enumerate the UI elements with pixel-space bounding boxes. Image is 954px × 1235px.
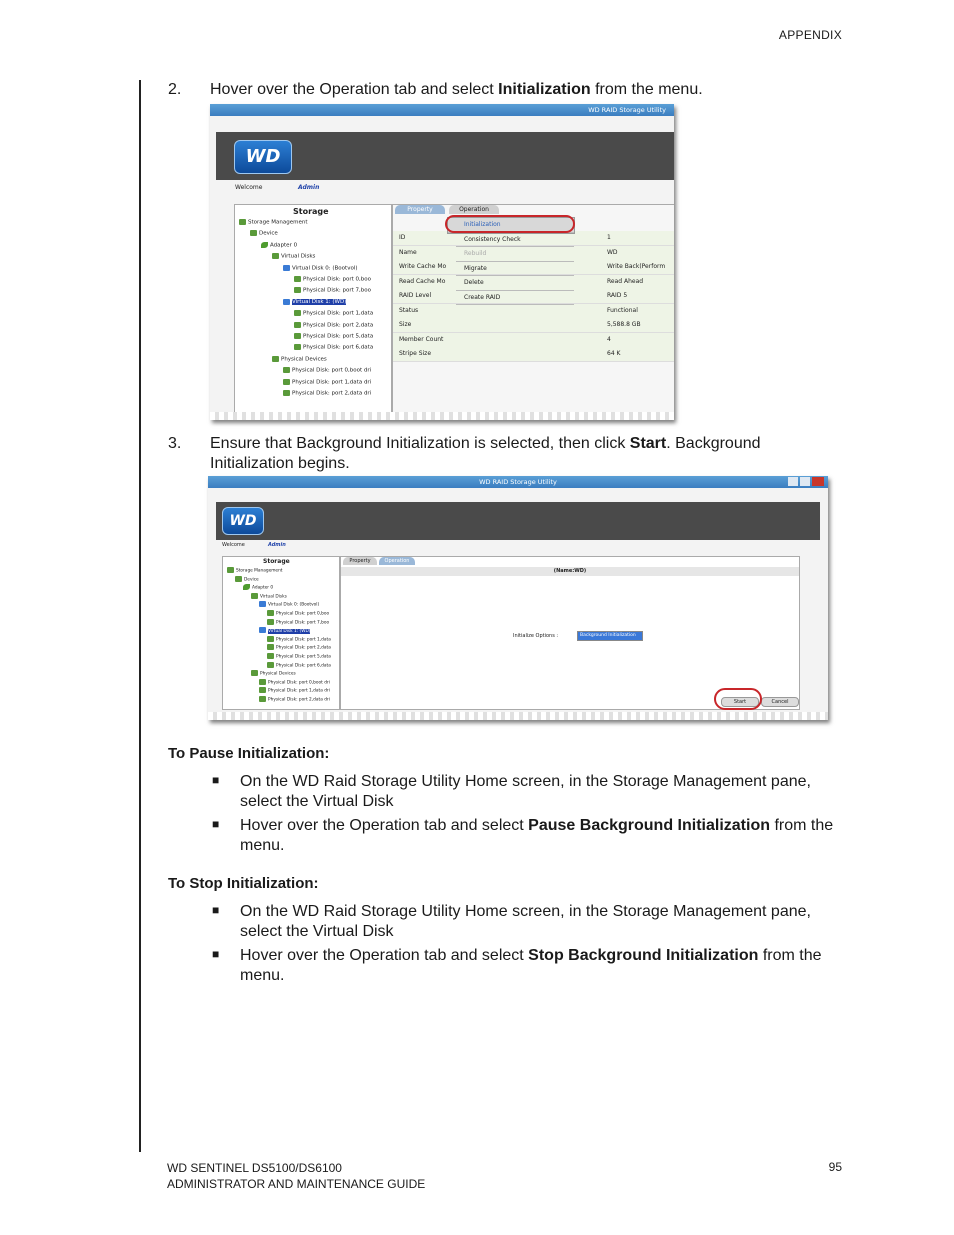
stop-bullet-2-bold: Stop Background Initialization (528, 947, 759, 964)
step-3-text (210, 434, 810, 474)
tree-item-label: Adapter 0 (270, 242, 298, 249)
tree-item[interactable] (251, 593, 287, 600)
disk-icon (294, 287, 301, 293)
pause-bullet-1: On the WD Raid Storage Utility Home screen, in the Storage Management pane, select the Virtual Disk (240, 773, 811, 810)
highlight-ring (445, 215, 575, 233)
tree-item[interactable] (272, 253, 315, 260)
bullet-icon: ■ (212, 817, 220, 831)
property-row (393, 347, 674, 362)
tree-item-label: Physical Disk: port 2,data dri (292, 390, 372, 397)
welcome-label: Welcome (222, 542, 245, 548)
step-2-text (210, 80, 810, 100)
tree-item-label: Physical Devices (281, 356, 327, 363)
screenshot-operation-menu (210, 104, 674, 420)
property-panel (392, 204, 674, 416)
tree-item-label: Physical Disk: port 1,data dri (292, 379, 372, 386)
tree-item-label: Physical Devices (260, 671, 296, 677)
storage-tree-panel (222, 556, 340, 710)
tree-item-label: Physical Disk: port 0,boo (276, 611, 330, 617)
storage-panel-title: Storage (263, 558, 290, 565)
highlight-ring (714, 688, 762, 710)
virtual-disk-name: (Name:WD) (341, 567, 799, 576)
pause-bullet-2-start: Hover over the Operation tab and select (240, 817, 529, 834)
property-label: Write Cache Mo (399, 263, 447, 270)
stop-bullet-1: On the WD Raid Storage Utility Home screen, in the Storage Management pane, select the Virtual Disk (240, 903, 811, 940)
tree-item[interactable] (283, 367, 371, 374)
storage-panel-title: Storage (293, 207, 329, 216)
init-options-select[interactable]: Background Initialization (577, 631, 643, 641)
property-value: 4 (607, 335, 611, 343)
property-label: Name (399, 248, 417, 256)
stop-heading-text: To Stop Initialization: (168, 875, 319, 892)
tree-item[interactable] (294, 333, 373, 340)
tree-item-label: Storage Management (236, 568, 283, 574)
tree-item[interactable] (259, 601, 319, 608)
tree-item-label: Virtual Disk 1: (WD) (268, 628, 311, 634)
tree-item-label: Physical Disk: port 5,data (303, 333, 374, 340)
torn-edge (210, 412, 674, 420)
property-label: Status (399, 306, 419, 314)
property-value: 1 (607, 234, 611, 241)
tree-item[interactable] (267, 619, 329, 626)
disk-icon (267, 610, 274, 616)
tree-item-label: Physical Disk: port 5,data (276, 654, 331, 660)
tree-item[interactable] (267, 644, 331, 651)
virtual-disk-icon (283, 265, 290, 271)
cancel-button[interactable]: Cancel (761, 697, 799, 707)
stop-heading (168, 875, 319, 892)
tree-item-label: Physical Disk: port 6,data (303, 344, 374, 351)
disk-icon (251, 670, 258, 676)
tree-item[interactable] (294, 344, 373, 351)
property-row (393, 304, 674, 319)
property-value: Read Ahead (607, 277, 644, 285)
tree-item-label: Physical Disk: port 0,boot dri (268, 680, 330, 686)
tree-item[interactable] (259, 696, 330, 703)
pause-heading (168, 745, 329, 762)
tree-item-label: Physical Disk: port 7,boo (303, 287, 372, 294)
disk-icon (272, 253, 279, 259)
tree-item-label: Physical Disk: port 1,data dri (268, 688, 330, 694)
tree-item-label: Physical Disk: port 2,data (303, 322, 374, 329)
pause-bullet-2-bold: Pause Background Initialization (528, 817, 770, 834)
tree-item[interactable] (283, 390, 371, 397)
tree-item[interactable] (294, 287, 371, 294)
property-row (393, 333, 674, 348)
property-value: RAID 5 (607, 292, 628, 299)
property-label: Size (399, 321, 412, 328)
step-3-bold: Start (629, 435, 667, 452)
bullet-icon: ■ (212, 903, 220, 917)
welcome-user: Admin (268, 542, 286, 548)
tree-item[interactable] (272, 356, 327, 363)
tab-operation[interactable]: Operation (379, 557, 415, 565)
section-header: APPENDIX (778, 28, 842, 42)
tab-property[interactable]: Property (343, 557, 377, 565)
property-value: 5,588.8 GB (607, 321, 641, 328)
disk-icon (267, 662, 274, 668)
disk-icon (251, 593, 258, 599)
tree-item[interactable] (283, 299, 346, 306)
tree-item[interactable] (227, 567, 282, 574)
welcome-label: Welcome (235, 184, 263, 191)
minimize-icon[interactable] (788, 477, 798, 486)
tree-item[interactable] (259, 679, 330, 686)
virtual-disk-icon (283, 299, 290, 305)
tree-item[interactable] (259, 627, 310, 634)
app-header (216, 132, 674, 180)
footer-guide: ADMINISTRATOR AND MAINTENANCE GUIDE (167, 1177, 426, 1191)
disk-icon (294, 310, 301, 316)
tree-item-label: Virtual Disks (281, 253, 316, 260)
storage-tree-panel (234, 204, 392, 416)
tab-operation[interactable]: Operation (449, 205, 499, 214)
menu-item[interactable]: Create RAID (456, 291, 574, 306)
wd-logo: WD (234, 140, 292, 174)
tree-item-label: Physical Disk: port 7,boo (276, 620, 330, 626)
stop-bullet-2-end: from the menu. (240, 947, 822, 984)
property-value: Write Back(Perform (607, 263, 666, 270)
disk-icon (267, 644, 274, 650)
disk-icon (283, 367, 290, 373)
bullet-icon: ■ (212, 947, 220, 961)
app-header (216, 502, 820, 540)
tree-item-label: Physical Disk: port 6,data (276, 663, 331, 669)
window-title: WD RAID Storage Utility (479, 478, 557, 486)
property-row (393, 318, 674, 333)
disk-icon (272, 356, 279, 362)
tree-item[interactable] (251, 670, 296, 677)
tree-item[interactable] (267, 662, 331, 669)
property-value: 64 K (607, 350, 621, 357)
torn-edge (208, 712, 828, 720)
window-titlebar (208, 476, 828, 488)
disk-icon (283, 390, 290, 396)
window-controls (788, 477, 824, 486)
tree-item-label: Physical Disk: port 2,data (276, 645, 331, 651)
tree-item-label: Virtual Disk 0: (Bootvol) (292, 265, 358, 272)
disk-icon (294, 276, 301, 282)
tree-item-label: Adapter 0 (252, 585, 274, 591)
operation-panel (340, 556, 800, 710)
virtual-disk-icon (259, 601, 266, 607)
tree-item[interactable] (250, 230, 278, 237)
property-label: Member Count (399, 335, 444, 343)
step-2-text-end: from the menu. (590, 81, 703, 98)
tree-item-label: Virtual Disks (260, 594, 287, 600)
footer (167, 1160, 425, 1192)
tree-item[interactable] (239, 219, 308, 226)
disk-icon (227, 567, 234, 573)
disk-icon (294, 322, 301, 328)
tree-item[interactable] (261, 242, 297, 249)
disk-icon (259, 696, 266, 702)
menu-item[interactable]: Consistency Check (456, 233, 574, 248)
init-options-label: Initialize Options : (513, 633, 559, 639)
start-button[interactable]: Start (721, 697, 759, 707)
menu-item[interactable]: Delete (456, 276, 574, 291)
step-2-number: 2. (168, 81, 182, 98)
step-3-text-line2: Initialization begins. (210, 455, 350, 472)
tree-item-label: Physical Disk: port 1,data (303, 310, 374, 317)
tree-item[interactable] (294, 310, 373, 317)
tree-item-label: Physical Disk: port 1,data (276, 637, 331, 643)
disk-icon (294, 344, 301, 350)
property-label: Stripe Size (399, 350, 432, 357)
step-2-text-start: Hover over the Operation tab and select (210, 81, 499, 98)
tree-item-label: Physical Disk: port 2,data dri (268, 697, 330, 703)
tab-property[interactable]: Property (395, 205, 445, 214)
disk-icon (239, 219, 246, 225)
property-label: ID (399, 234, 406, 241)
virtual-disk-icon (259, 627, 266, 633)
stop-bullet-2 (240, 946, 840, 986)
disk-icon (261, 242, 268, 248)
property-value: Functional (607, 306, 638, 314)
tree-item-label: Physical Disk: port 0,boo (303, 276, 372, 283)
tree-item-label: Physical Disk: port 0,boot dri (292, 367, 372, 374)
bullet-icon: ■ (212, 773, 220, 787)
menu-item[interactable]: Rebuild (456, 247, 574, 262)
margin-rule (139, 80, 141, 1152)
tree-item[interactable] (294, 276, 371, 283)
property-value: WD (607, 248, 618, 256)
pause-heading-text: To Pause Initialization: (168, 745, 330, 762)
tree-item[interactable] (283, 379, 371, 386)
stop-bullet-2-start: Hover over the Operation tab and select (240, 947, 529, 964)
property-label: Read Cache Mo (399, 277, 446, 285)
wd-logo: WD (222, 507, 264, 535)
welcome-user: Admin (298, 184, 320, 191)
maximize-icon[interactable] (800, 477, 810, 486)
close-icon[interactable] (812, 477, 824, 486)
tree-item[interactable] (294, 322, 373, 329)
screenshot-initialize-options (208, 476, 828, 720)
disk-icon (250, 230, 257, 236)
page-number: 95 (828, 1160, 842, 1174)
footer-product: WD SENTINEL DS5100/DS6100 (167, 1161, 342, 1175)
step-3-text-end: . Background (666, 435, 761, 452)
window-titlebar: WD RAID Storage Utility (210, 104, 674, 116)
disk-icon (294, 333, 301, 339)
tree-item-label: Storage Management (248, 219, 308, 226)
tree-item[interactable] (235, 576, 259, 583)
menu-item[interactable]: Migrate (456, 262, 574, 277)
pause-bullet-2 (240, 816, 840, 856)
step-3-number: 3. (168, 435, 182, 452)
disk-icon (259, 687, 266, 693)
tree-item[interactable] (243, 584, 273, 591)
tree-item-label: Virtual Disk 0: (Bootvol) (268, 602, 320, 608)
tree-item[interactable] (267, 610, 329, 617)
tree-item-label: Device (244, 577, 259, 583)
disk-icon (259, 679, 266, 685)
tree-item[interactable] (283, 265, 357, 272)
tree-item[interactable] (259, 687, 330, 694)
step-3-text-start: Ensure that Background Initialization is selected, then click (210, 435, 630, 452)
pause-bullet-2-end: from the menu. (240, 817, 834, 854)
property-label: RAID Level (399, 292, 432, 299)
step-2-bold: Initialization (498, 81, 591, 98)
disk-icon (235, 576, 242, 582)
disk-icon (267, 619, 274, 625)
disk-icon (267, 653, 274, 659)
menu-item[interactable]: Initialization (456, 218, 574, 233)
tree-item-label: Virtual Disk 1: (WD) (292, 299, 347, 306)
disk-icon (267, 636, 274, 642)
tree-item-label: Device (259, 230, 278, 237)
tree-item[interactable] (267, 636, 331, 643)
tree-item[interactable] (267, 653, 331, 660)
disk-icon (243, 584, 250, 590)
disk-icon (283, 379, 290, 385)
